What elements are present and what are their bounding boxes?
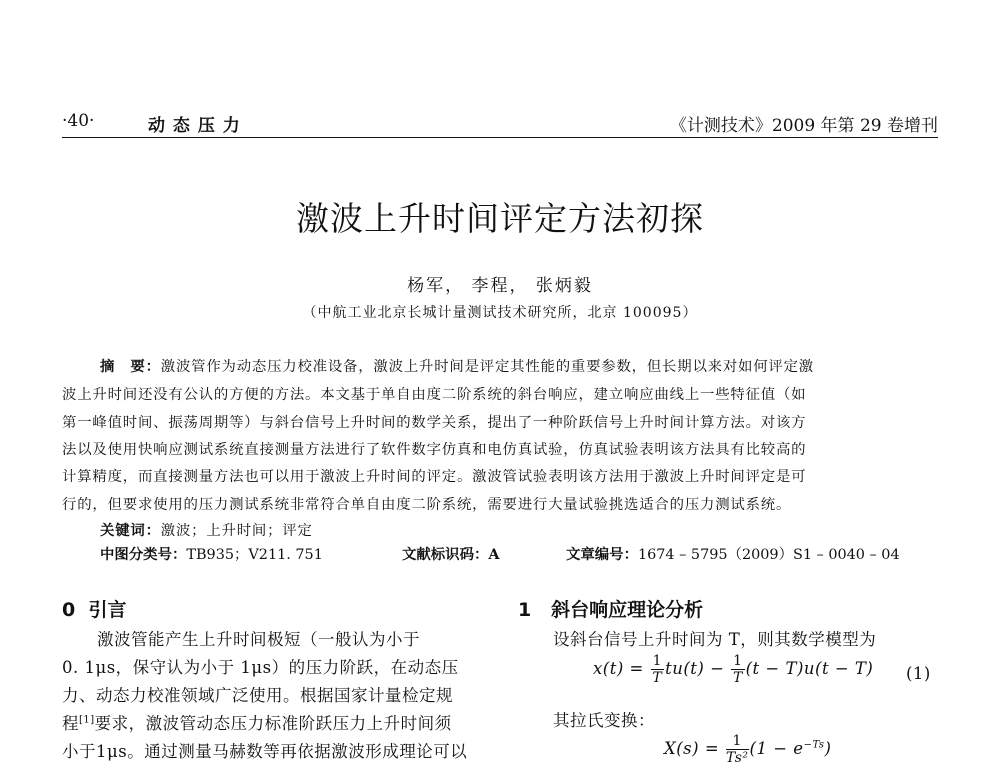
abstract-line — [100, 355, 814, 376]
abstract-line: 法以及使用快响应测试系统直接测量方法进行了软件数字仿真和电仿真试验，仿真试验表明该方法具有比较高的 — [62, 442, 807, 458]
section-title: 斜台响应理论分析 — [551, 599, 704, 621]
fraction — [731, 653, 744, 686]
equation-1 — [593, 653, 873, 686]
document-code — [402, 543, 500, 564]
section-number: 0 — [62, 599, 76, 621]
fraction — [726, 733, 749, 766]
equation-term: tu(t) − — [665, 659, 725, 678]
fraction-denominator: T — [652, 670, 663, 686]
abstract-line: 行的，但要求使用的压力测试系统非常符合单自由度二阶系统，需要进行大量试验挑选适合的压力测试系统。 — [62, 497, 792, 513]
equation-number: (1) — [906, 664, 931, 683]
body-line: 小于1μs。通过测量马赫数等再依据激波形成理论可以 — [62, 742, 468, 761]
equation-2 — [664, 733, 831, 766]
abstract-line: 波上升时间还没有公认的方便的方法。本文基于单自由度二阶系统的斜台响应，建立响应曲线上一些特征值（如 — [62, 387, 807, 403]
page-number: ·40· — [62, 111, 95, 131]
abstract-text: 激波管作为动态压力校准设备，激波上升时间是评定其性能的重要参数，但长期以来对如何评定激 — [160, 359, 814, 375]
exponent: −Ts — [803, 739, 825, 751]
classification-label: 中图分类号： — [100, 546, 187, 563]
article-id — [566, 543, 900, 564]
keywords-label: 关键词： — [100, 522, 161, 539]
document-code-label: 文献标识码： — [402, 546, 489, 563]
body-line — [62, 710, 452, 734]
body-line: 0. 1μs，保守认为小于 1μs）的压力阶跃，在动态压 — [62, 658, 459, 677]
classification-value: TB935；V211. 751 — [186, 547, 323, 563]
equation-term: (1 − e — [749, 739, 804, 758]
section-0-heading — [62, 595, 126, 622]
body-line: 其拉氏变换： — [553, 711, 655, 730]
fraction-numerator: 1 — [733, 653, 743, 669]
journal-citation: 《计测技术》2009 年第 29 卷增刊 — [669, 116, 938, 136]
body-line: 力、动态力校准领域广泛使用。根据国家计量检定规 — [62, 686, 453, 705]
document-code-value: A — [488, 546, 500, 563]
article-id-label: 文章编号： — [566, 546, 638, 563]
section-1-heading — [518, 595, 703, 622]
author-list: 杨军， 李程， 张炳毅 — [407, 276, 593, 296]
body-line: 激波管能产生上升时间极短（一般认为小于 — [97, 630, 420, 649]
citation-reference[interactable]: [1] — [79, 714, 95, 726]
affiliation: （中航工业北京长城计量测试技术研究所，北京 100095） — [302, 305, 698, 321]
fraction-numerator: 1 — [652, 653, 663, 669]
fraction — [651, 653, 664, 686]
fraction-numerator: 1 — [726, 733, 749, 750]
abstract-label: 摘 要： — [100, 358, 161, 375]
body-text: 程 — [62, 714, 79, 733]
keywords — [100, 519, 313, 540]
classification — [100, 543, 323, 564]
paper-title: 激波上升时间评定方法初探 — [296, 199, 704, 238]
header-rule — [62, 137, 938, 138]
fraction-denominator: Ts² — [725, 750, 749, 766]
section-number: 1 — [518, 599, 532, 621]
keywords-value: 激波；上升时间；评定 — [160, 523, 313, 539]
equation-term: (t − T)u(t − T) — [745, 659, 874, 678]
equation-term: x(t) = — [593, 659, 644, 678]
equation-term: ) — [824, 739, 832, 758]
body-line: 设斜台信号上升时间为 T，则其数学模型为 — [553, 630, 877, 649]
article-id-value: 1674 – 5795（2009）S1 – 0040 – 04 — [637, 547, 900, 563]
section-title: 引言 — [88, 599, 127, 621]
abstract-line: 计算精度，而直接测量方法也可以用于激波上升时间的评定。激波管试验表明该方法用于激波上升时间评定是可 — [62, 469, 807, 485]
abstract-line: 第一峰值时间、振荡周期等）与斜台信号上升时间的数学关系，提出了一种阶跃信号上升时间计算方法。对该方 — [62, 415, 807, 431]
body-text: 要求，激波管动态压力标准阶跃压力上升时间须 — [94, 714, 452, 733]
fraction-denominator: T — [732, 670, 743, 686]
running-section-title: 动 态 压 力 — [148, 116, 241, 136]
equation-term: X(s) = — [664, 739, 720, 758]
